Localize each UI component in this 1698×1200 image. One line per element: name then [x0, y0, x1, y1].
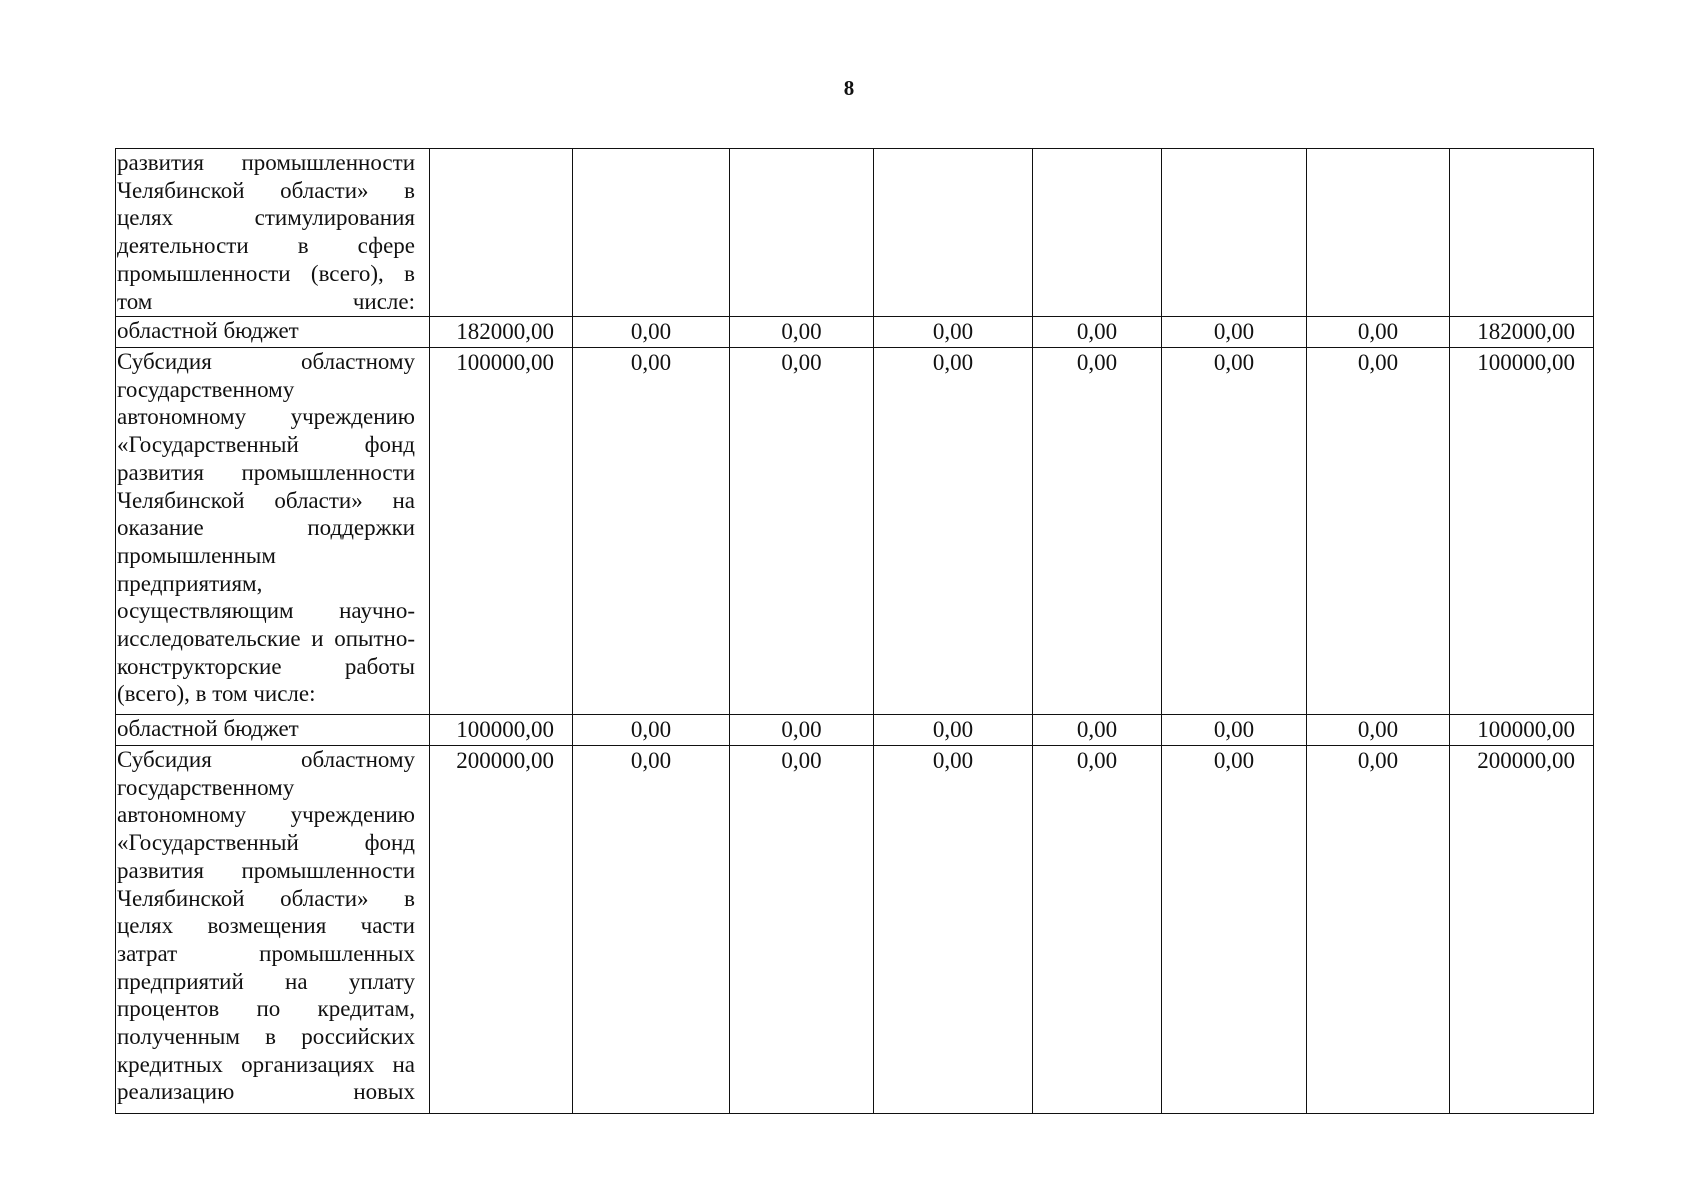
row-description: Субсидия областному государственному автономному учреждению «Государственный фонд развития промышленности Челябинской области» на оказание поддержки промышленным предприятиям, осуществляющим научно-исследовательские и опытно-конструкторские работы (всего), в том числе: [116, 348, 430, 715]
row-description: развития промышленности Челябинской области» в целях стимулирования деятельности в сфере промышленности (всего), в том числе: [116, 149, 430, 317]
value-cell: 0,00 [1162, 348, 1307, 715]
value-cell: 0,00 [1307, 746, 1450, 1114]
value-cell: 0,00 [1033, 715, 1162, 746]
value-cell: 0,00 [1033, 746, 1162, 1114]
value-cell: 100000,00 [430, 715, 573, 746]
value-cell: 0,00 [1162, 715, 1307, 746]
value-cell: 0,00 [573, 715, 730, 746]
value-cell: 0,00 [730, 715, 874, 746]
value-cell: 0,00 [573, 317, 730, 348]
table-row [116, 317, 1594, 348]
value-cell: 0,00 [874, 715, 1033, 746]
row-description: областной бюджет [116, 715, 430, 746]
value-cell [573, 149, 730, 317]
value-cell: 0,00 [730, 746, 874, 1114]
value-cell: 100000,00 [1450, 348, 1594, 715]
value-cell: 100000,00 [430, 348, 573, 715]
value-cell: 0,00 [1033, 348, 1162, 715]
value-cell: 200000,00 [430, 746, 573, 1114]
value-cell: 0,00 [1307, 715, 1450, 746]
budget-table [115, 148, 1594, 1114]
value-cell: 182000,00 [430, 317, 573, 348]
value-cell: 0,00 [1033, 317, 1162, 348]
value-cell: 0,00 [1307, 317, 1450, 348]
value-cell [874, 149, 1033, 317]
value-cell [1033, 149, 1162, 317]
row-description: Субсидия областному государственному автономному учреждению «Государственный фонд развития промышленности Челябинской области» в целях возмещения части затрат промышленных предприятий на уплату процентов по кредитам, полученным в российских кредитных организациях на реализацию новых [116, 746, 430, 1114]
value-cell: 0,00 [573, 348, 730, 715]
table-row [116, 149, 1594, 317]
value-cell: 0,00 [1307, 348, 1450, 715]
value-cell [730, 149, 874, 317]
table-row [116, 348, 1594, 715]
value-cell: 0,00 [730, 348, 874, 715]
value-cell: 0,00 [1162, 746, 1307, 1114]
value-cell: 182000,00 [1450, 317, 1594, 348]
value-cell: 100000,00 [1450, 715, 1594, 746]
table-row [116, 715, 1594, 746]
row-description: областной бюджет [116, 317, 430, 348]
value-cell: 0,00 [874, 348, 1033, 715]
table-row [116, 746, 1594, 1114]
page-number: 8 [843, 76, 855, 100]
value-cell: 0,00 [573, 746, 730, 1114]
value-cell [1162, 149, 1307, 317]
value-cell [430, 149, 573, 317]
value-cell: 0,00 [874, 317, 1033, 348]
value-cell: 0,00 [874, 746, 1033, 1114]
value-cell [1307, 149, 1450, 317]
value-cell: 0,00 [730, 317, 874, 348]
value-cell: 0,00 [1162, 317, 1307, 348]
value-cell [1450, 149, 1594, 317]
value-cell: 200000,00 [1450, 746, 1594, 1114]
